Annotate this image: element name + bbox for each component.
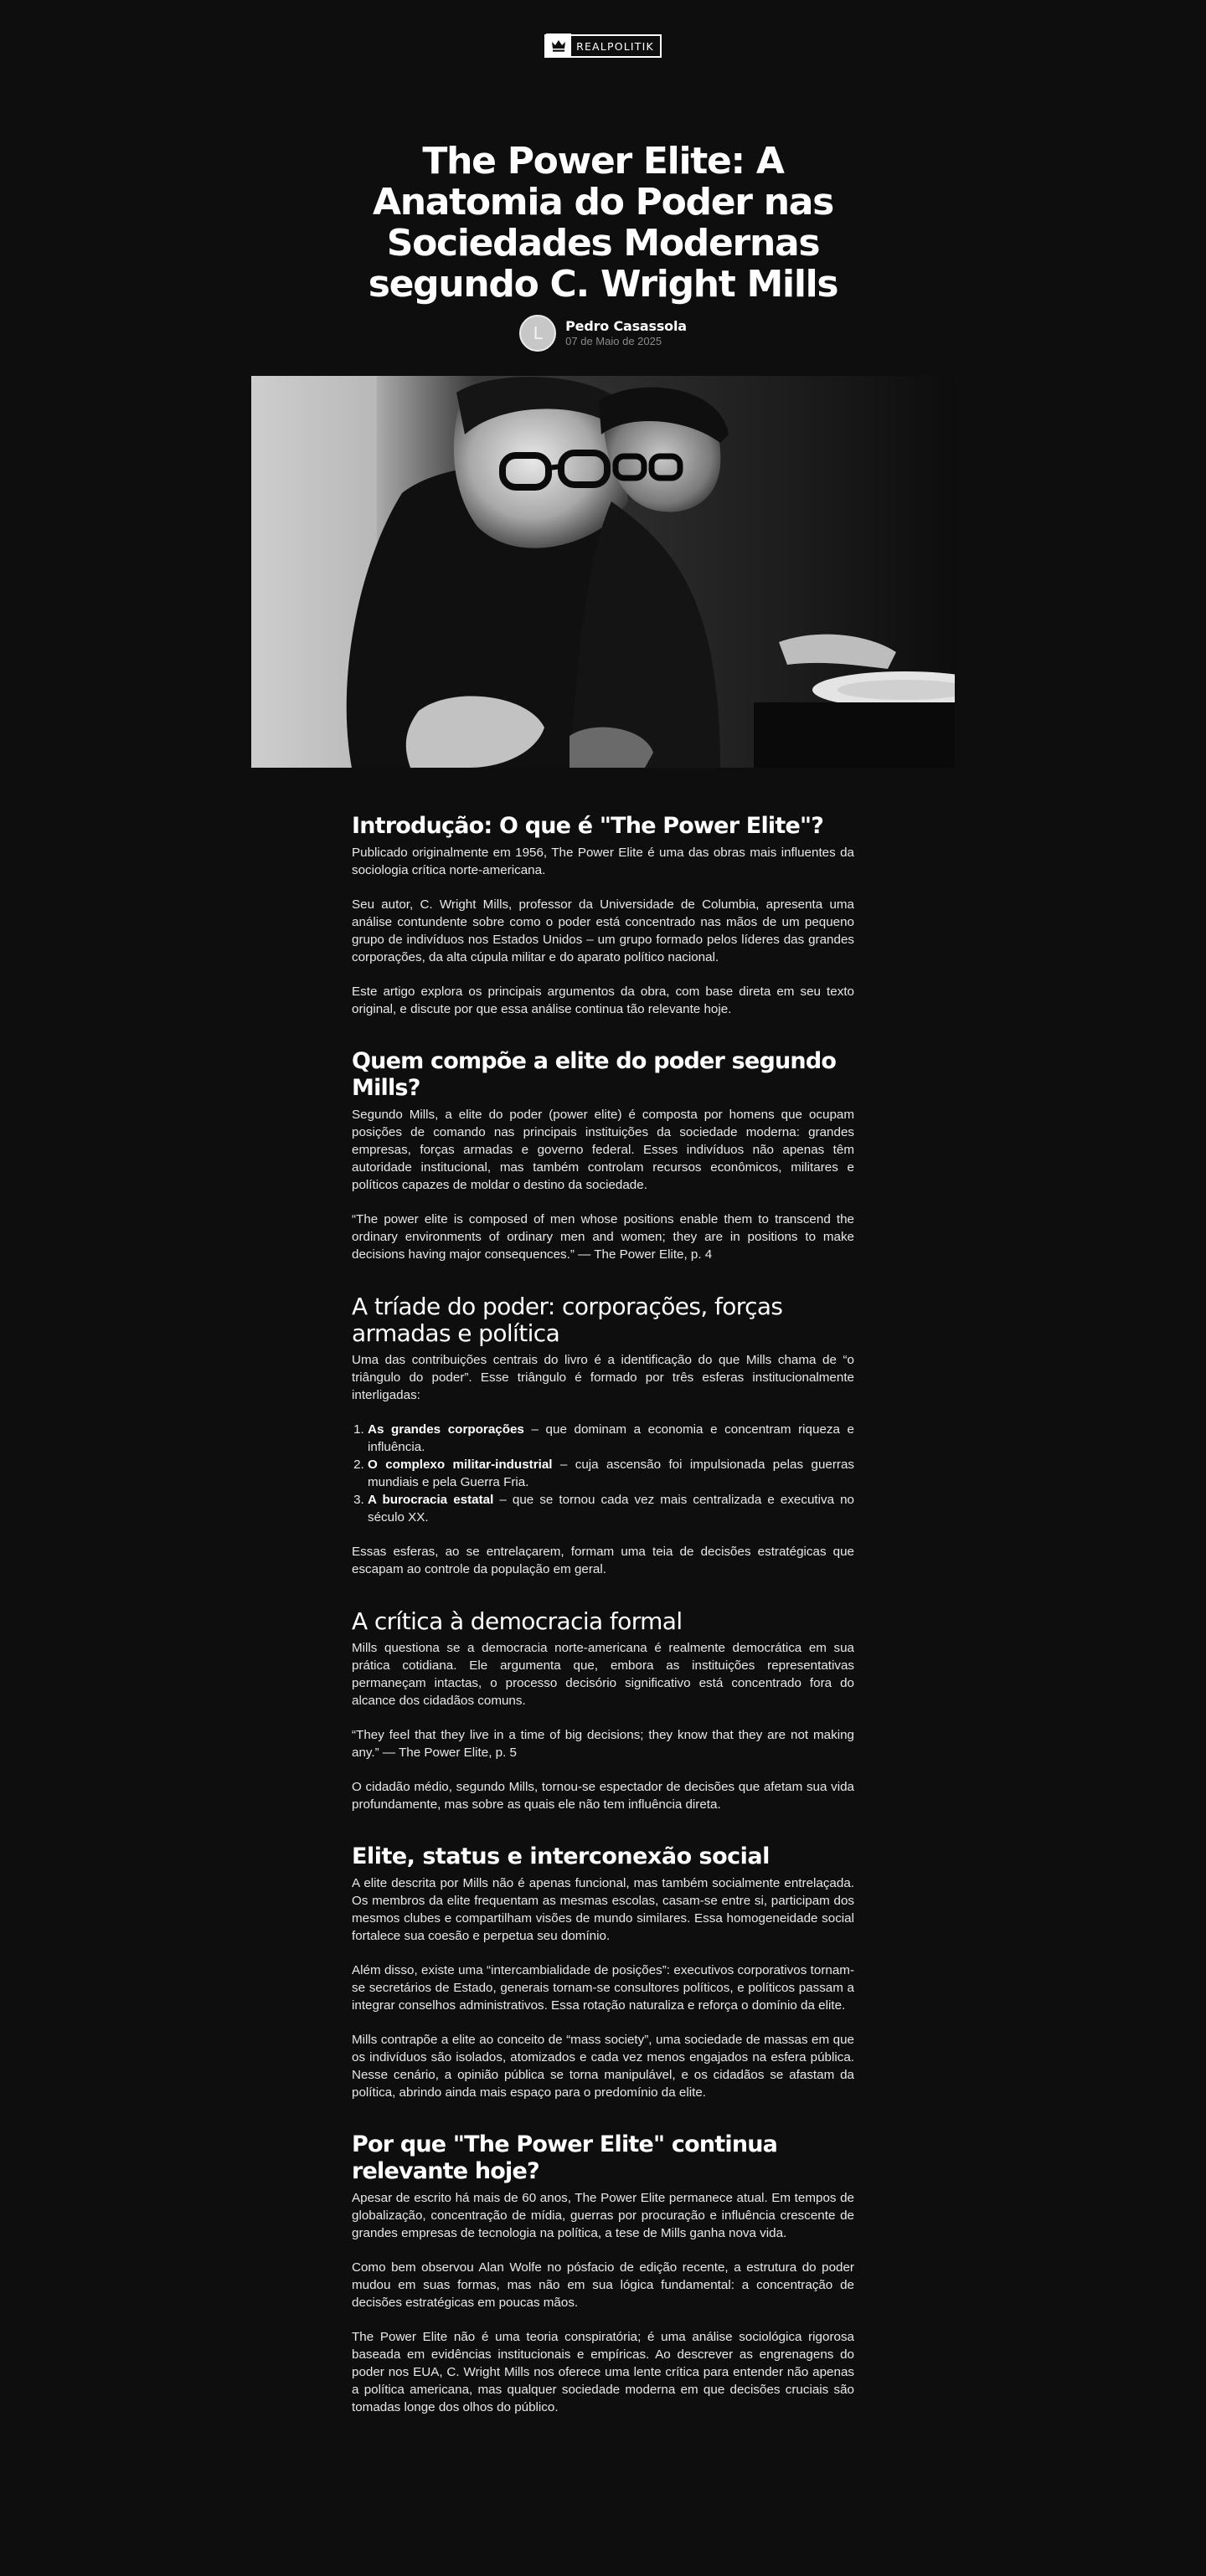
section-democracy: [352, 1608, 854, 1813]
section-intro: [352, 813, 854, 1018]
site-header: [0, 0, 1206, 92]
list-item-text: – que dominam a economia e concentram riqueza e influência.: [368, 1422, 854, 1454]
crown-icon: [546, 33, 571, 57]
list-item: [368, 1491, 854, 1526]
article-title: The Power Elite: A Anatomia do Poder nas Sociedades Modernas segundo C. Wright Mills: [368, 140, 838, 306]
power-triad-list: [352, 1421, 854, 1526]
section-status: [352, 1843, 854, 2101]
paragraph: O cidadão médio, segundo Mills, tornou-se espectador de decisões que afetam sua vida profundamente, mas sobre as quais ele não tem influência direta.: [352, 1780, 854, 1812]
section-who: [352, 1048, 854, 1263]
paragraph: Essas esferas, ao se entrelaçarem, formam uma teia de decisões estratégicas que escapam ao controle da população em geral.: [352, 1545, 854, 1576]
author-byline: [335, 315, 871, 352]
paragraph: Uma das contribuições centrais do livro é a identificação do que Mills chama de “o triângulo do poder”. Esse triângulo é formado por três esferas institucionalmente interligadas:: [352, 1353, 854, 1402]
author-avatar[interactable]: L: [519, 315, 556, 352]
paragraph: Apesar de escrito há mais de 60 anos, The Power Elite permanece atual. Em tempos de globalização, concentração de mídia, guerras por procuração e influência crescente de grandes empresas de tecnologia na política, a tese de Mills ganha nova vida.: [352, 2191, 854, 2240]
paragraph: Publicado originalmente em 1956, The Power Elite é uma das obras mais influentes da sociologia crítica norte-americana.: [352, 846, 854, 877]
paragraph: Mills contrapõe a elite ao conceito de “mass society”, uma sociedade de massas em que os indivíduos são isolados, atomizados e cada vez menos engajados na esfera pública. Nesse cenário, a opinião pública se torna manipulável, e os cidadãos se afastam da política, abrindo ainda mais espaço para o predomínio da elite.: [352, 2033, 854, 2100]
article-header: [335, 141, 871, 352]
article-body: [352, 813, 854, 2416]
section-heading: Por que "The Power Elite" continua relevante hoje?: [352, 2131, 778, 2184]
logo-text: REALPOLITIK: [576, 39, 654, 53]
list-item: [368, 1456, 854, 1491]
section-heading: Quem compõe a elite do poder segundo Mills?: [352, 1048, 837, 1101]
paragraph: Como bem observou Alan Wolfe no pósfacio de edição recente, a estrutura do poder mudou em suas formas, mas não em sua lógica fundamental: a concentração de decisões estratégicas em poucas mãos.: [352, 2260, 854, 2310]
list-item-text: – cuja ascensão foi impulsionada pelas guerras mundiais e pela Guerra Fria.: [368, 1458, 854, 1489]
paragraph: Mills questiona se a democracia norte-americana é realmente democrática em sua prática cotidiana. Ele argumenta que, embora as instituições representativas permaneçam intactas, o processo decisório significativo está concentrado fora do alcance dos cidadãos comuns.: [352, 1641, 854, 1708]
section-heading: Introdução: O que é "The Power Elite"?: [352, 813, 824, 839]
hero-photo: [251, 376, 955, 768]
paragraph: Segundo Mills, a elite do poder (power elite) é composta por homens que ocupam posições de comando nas principais instituições da sociedade moderna: grandes empresas, forças armadas e governo federal. Esses indivíduos não apenas têm autoridade institucional, mas também controlam recursos econômicos, militares e políticos capazes de moldar o destino da sociedade.: [352, 1108, 854, 1192]
quote-paragraph: “The power elite is composed of men whose positions enable them to transcend the ordinary environments of ordinary men and women; they are in positions to make decisions having major consequences.” — The Power Elite, p. 4: [352, 1212, 854, 1262]
section-heading: A crítica à democracia formal: [352, 1607, 683, 1635]
paragraph: The Power Elite não é uma teoria conspiratória; é uma análise sociológica rigorosa baseada em evidências institucionais e empíricas. Ao descrever as engrenagens do poder nos EUA, C. Wright Mills nos oferece uma lente crítica para entender não apenas a política americana, mas qualquer sociedade moderna em que decisões cruciais são tomadas longe dos olhos do público.: [352, 2330, 854, 2414]
section-triad: [352, 1293, 854, 1578]
author-meta: [565, 318, 687, 348]
paragraph: A elite descrita por Mills não é apenas funcional, mas também socialmente entrelaçada. Os membros da elite frequentam as mesmas escolas, casam-se entre si, participam dos mesmos clubes e compartilham visões de mundo similares. Essa homogeneidade social fortalece sua coesão e perpetua seu domínio.: [352, 1876, 854, 1943]
section-heading: A tríade do poder: corporações, forças armadas e política: [352, 1293, 783, 1347]
paragraph: Este artigo explora os principais argumentos da obra, com base direta em seu texto original, e discute por que essa análise continua tão relevante hoje.: [352, 985, 854, 1016]
list-item: [368, 1421, 854, 1456]
paragraph: Além disso, existe uma “intercambialidade de posições”: executivos corporativos tornam-se secretários de Estado, generais tornam-se consultores políticos, e políticos passam a integrar conselhos administrativos. Essa rotação naturaliza e reforça o domínio da elite.: [352, 1963, 854, 2013]
list-item-term: As grandes corporações: [368, 1422, 524, 1437]
site-logo[interactable]: [544, 34, 662, 58]
section-relevance: [352, 2131, 854, 2416]
section-heading: Elite, status e interconexão social: [352, 1843, 770, 1869]
author-name[interactable]: Pedro Casassola: [565, 318, 687, 334]
list-item-term: O complexo militar-industrial: [368, 1458, 553, 1472]
paragraph: Seu autor, C. Wright Mills, professor da Universidade de Columbia, apresenta uma análise contundente sobre como o poder está concentrado nas mãos de um pequeno grupo de indivíduos nos Estados Unidos – um grupo formado pelos líderes das grandes corporações, da alta cúpula militar e do aparato político nacional.: [352, 897, 854, 964]
quote-paragraph: “They feel that they live in a time of big decisions; they know that they are not making any.” — The Power Elite, p. 5: [352, 1728, 854, 1760]
list-item-text: – que se tornou cada vez mais centralizada e executiva no século XX.: [368, 1493, 854, 1525]
list-item-term: A burocracia estatal: [368, 1493, 494, 1507]
publish-date: 07 de Maio de 2025: [565, 335, 662, 347]
